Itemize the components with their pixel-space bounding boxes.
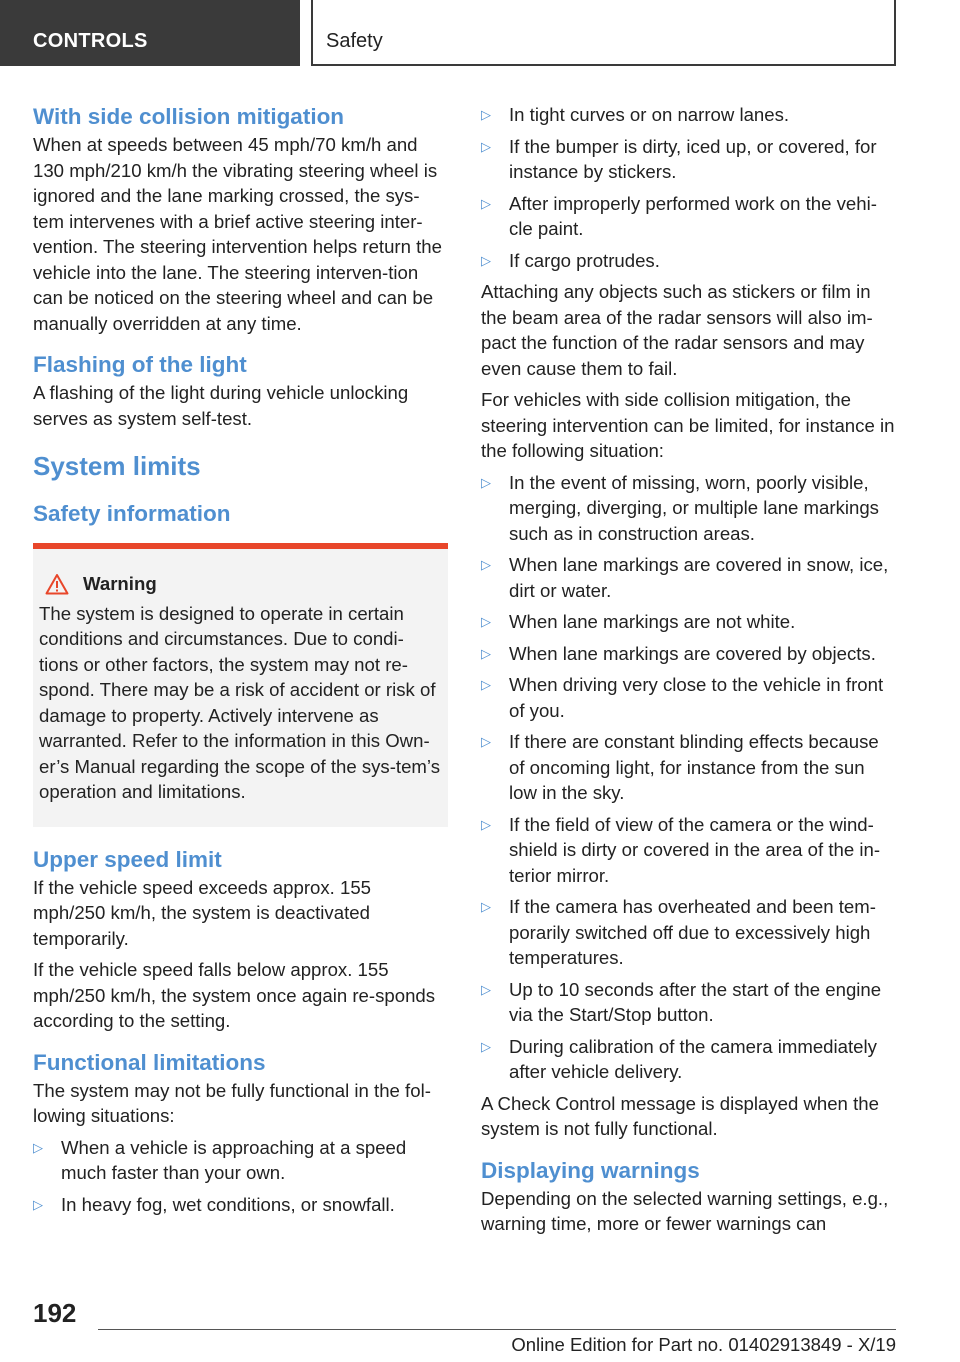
heading-upper-speed-limit: Upper speed limit	[33, 846, 222, 872]
limitations-list-1	[481, 102, 896, 273]
functional-limitations-list	[33, 1135, 448, 1218]
list-item: ▷ When lane markings are covered by objects.	[481, 641, 896, 667]
bullet-triangle-icon: ▷	[481, 816, 491, 832]
paragraph-upper-speed-1: If the vehicle speed exceeds approx. 155 mph/250 km/h, the system is deactivated temporarily.	[33, 876, 372, 949]
bullet-triangle-icon: ▷	[481, 645, 491, 661]
bullet-triangle-icon: ▷	[481, 981, 491, 997]
bullet-triangle-icon: ▷	[481, 677, 491, 692]
list-item: ▷ During calibration of the camera immediately after vehicle delivery.	[481, 1035, 877, 1082]
bullet-triangle-icon: ▷	[481, 899, 491, 914]
bullet-triangle-icon: ▷	[481, 474, 491, 490]
list-item: ▷ If there are constant blinding effects because of oncoming light, for instance from the sun low in the sky.	[481, 731, 879, 803]
bullet-triangle-icon: ▷	[481, 734, 491, 749]
footer-divider	[98, 1329, 896, 1330]
list-item: ▷ When a vehicle is approaching at a speed much faster than your own.	[33, 1136, 407, 1183]
paragraph-side-collision: When at speeds between 45 mph/70 km/h and 130 mph/210 km/h the vibrating steering wheel is ignored and the lane marking crossed, the sys-tem intervenes with a brief active steering inter-vention. The steering intervention helps return the vehicle into the lane. The steering interven-tion can be noticed on the steering wheel and can be manually overridden at any time.	[33, 134, 442, 334]
heading-flashing-light: Flashing of the light	[33, 352, 247, 377]
list-item: ▷ In the event of missing, worn, poorly visible, merging, diverging, or multiple lane markings such as in construction areas.	[481, 471, 879, 544]
list-item: ▷ When lane markings are not white.	[481, 609, 896, 635]
bullet-triangle-icon: ▷	[481, 614, 491, 629]
heading-displaying-warnings: Displaying warnings	[481, 1157, 700, 1183]
paragraph-functional-limitations: The system may not be fully functional in the fol-lowing situations:	[33, 1079, 431, 1126]
list-item: ▷ In heavy fog, wet conditions, or snowfall.	[33, 1192, 448, 1218]
list-item: ▷ If the camera has overheated and been tem-porarily switched off due to excessively high temperatures.	[481, 896, 876, 968]
list-item: ▷ In tight curves or on narrow lanes.	[481, 102, 896, 128]
bullet-triangle-icon: ▷	[481, 252, 491, 268]
bullet-triangle-icon: ▷	[481, 138, 491, 154]
right-column	[481, 102, 896, 1243]
list-item: ▷ When driving very close to the vehicle in front of you.	[481, 674, 884, 721]
list-item: ▷ When lane markings are covered in snow, ice, dirt or water.	[481, 554, 889, 601]
list-item: ▷ If the bumper is dirty, iced up, or covered, for instance by stickers.	[481, 135, 877, 182]
warning-title: Warning	[83, 573, 157, 594]
bullet-triangle-icon: ▷	[481, 195, 491, 211]
warning-header	[39, 571, 442, 597]
bullet-triangle-icon: ▷	[33, 1196, 43, 1212]
heading-safety-information: Safety information	[33, 501, 231, 526]
bullet-triangle-icon: ▷	[481, 557, 491, 572]
chapter-title: Safety	[326, 30, 383, 52]
warning-box	[33, 543, 448, 827]
list-item: ▷ If cargo protrudes.	[481, 248, 896, 274]
bullet-triangle-icon: ▷	[481, 107, 491, 122]
list-item: ▷ After improperly performed work on the vehi-cle paint.	[481, 192, 877, 239]
limitations-list-2	[481, 470, 896, 1085]
heading-system-limits: System limits	[33, 451, 201, 481]
warning-triangle-icon	[45, 573, 69, 595]
heading-side-collision: With side collision mitigation	[33, 104, 345, 129]
paragraph-side-collision-limits: For vehicles with side collision mitigation, the steering intervention can be limited, for instance in the following situation:	[481, 389, 895, 461]
paragraph-upper-speed-2: If the vehicle speed falls below approx. 155 mph/250 km/h, the system once again re-sponds according to the setting.	[33, 959, 436, 1031]
warning-text: The system is designed to operate in certain conditions and circumstances. Due to condi-tions or other factors, the system may not re-spond. There may be a risk of accident or risk of damage to property. Actively intervene as warranted. Refer to the information in this Own-er’s Manual regarding the scope of the sys-tem’s operation and limitations.	[39, 602, 441, 802]
list-item: ▷ Up to 10 seconds after the start of the engine via the Start/Stop button.	[481, 978, 882, 1025]
bullet-triangle-icon: ▷	[33, 1139, 43, 1155]
bullet-triangle-icon: ▷	[481, 1038, 491, 1054]
chapter-tab	[311, 0, 896, 66]
heading-functional-limitations: Functional limitations	[33, 1049, 266, 1075]
list-item: ▷ If the field of view of the camera or the wind-shield is dirty or covered in the area of the in-terior mirror.	[481, 813, 881, 886]
left-column	[33, 102, 448, 1223]
paragraph-check-control: A Check Control message is displayed when the system is not fully functional.	[481, 1092, 879, 1139]
paragraph-displaying-warnings: Depending on the selected warning settings, e.g., warning time, more or fewer warnings can	[481, 1187, 889, 1234]
paragraph-radar-objects: Attaching any objects such as stickers or film in the beam area of the radar sensors will also im-pact the function of the radar sensors and may even cause them to fail.	[481, 281, 873, 379]
page-number: 192	[33, 1298, 77, 1328]
paragraph-flashing-light: A flashing of the light during vehicle unlocking serves as system self-test.	[33, 382, 409, 429]
section-tab	[0, 0, 300, 66]
section-title: CONTROLS	[33, 30, 148, 52]
footer-edition: Online Edition for Part no. 01402913849 - X/19	[511, 1334, 896, 1355]
